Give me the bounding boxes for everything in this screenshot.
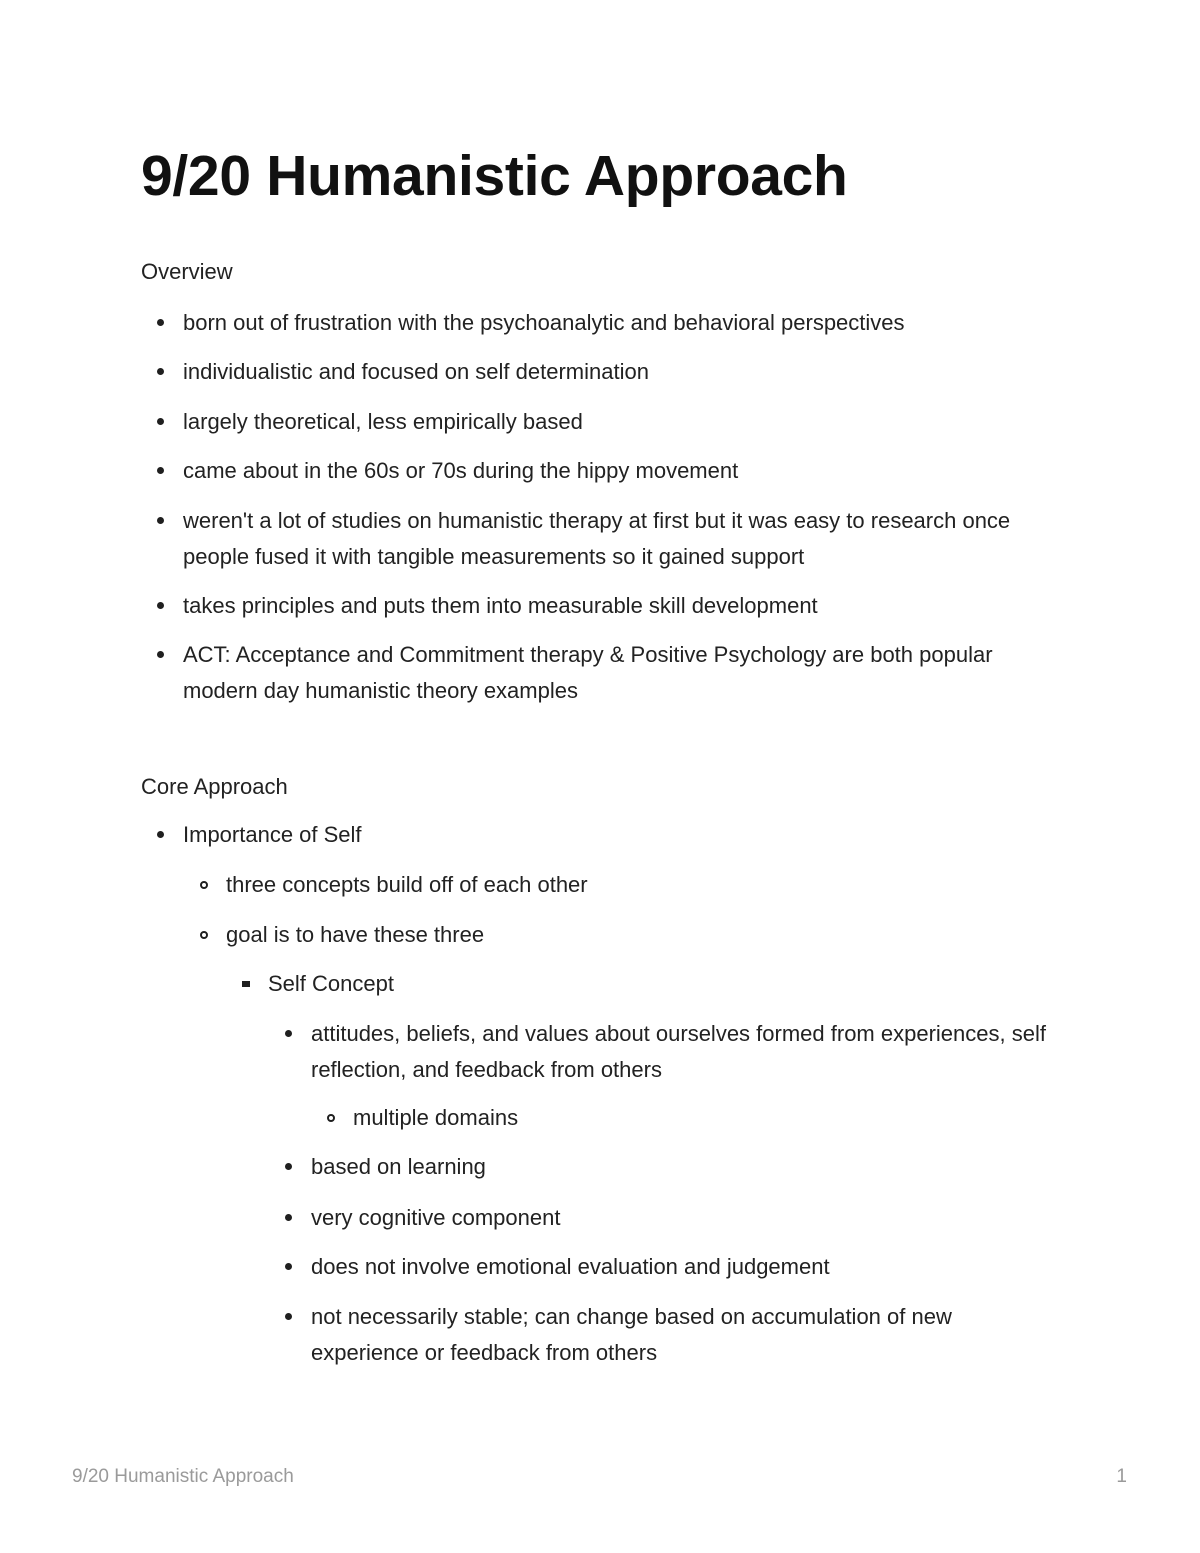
list-item — [311, 1249, 1071, 1285]
list-item-text: came about in the 60s or 70s during the hippy movement — [183, 458, 739, 483]
list-item — [183, 503, 1033, 575]
page-title: 9/20 Humanistic Approach — [141, 144, 848, 208]
disc-bullet-icon — [157, 467, 164, 474]
list-item-text: multiple domains — [353, 1105, 519, 1130]
disc-bullet-icon — [157, 418, 164, 425]
list-item-text: ACT: Acceptance and Commitment therapy & Positive Psychology are both popular modern day humanistic theory examples — [183, 642, 993, 703]
list-item — [183, 404, 1063, 440]
list-item — [226, 917, 1066, 953]
disc-bullet-icon — [157, 602, 164, 609]
disc-bullet-icon — [157, 831, 164, 838]
disc-bullet-icon — [285, 1263, 292, 1270]
list-item-text: takes principles and puts them into measurable skill development — [183, 593, 818, 618]
core-approach-heading: Core Approach — [141, 774, 288, 799]
list-item-text: goal is to have these three — [226, 922, 485, 947]
list-item — [183, 637, 1068, 709]
list-item — [226, 867, 1066, 903]
circle-bullet-icon — [200, 931, 208, 939]
list-item-text: largely theoretical, less empirically based — [183, 409, 583, 434]
disc-bullet-icon — [157, 319, 164, 326]
disc-bullet-icon — [157, 368, 164, 375]
list-item-text: Self Concept — [268, 971, 394, 996]
disc-bullet-icon — [285, 1163, 292, 1170]
list-item-text: not necessarily stable; can change based on accumulation of new experience or feedback from others — [311, 1304, 952, 1365]
list-item-text: very cognitive component — [311, 1205, 561, 1230]
list-item-text: based on learning — [311, 1154, 486, 1179]
list-item — [183, 354, 1063, 390]
list-item — [183, 817, 1063, 853]
list-item — [311, 1200, 1071, 1236]
square-bullet-icon — [242, 981, 250, 987]
footer-title: 9/20 Humanistic Approach — [72, 1466, 294, 1487]
disc-bullet-icon — [285, 1030, 292, 1037]
overview-heading: Overview — [141, 259, 233, 284]
list-item-text: Importance of Self — [183, 822, 362, 847]
list-item-text: individualistic and focused on self determination — [183, 359, 649, 384]
list-item-text: attitudes, beliefs, and values about ourselves formed from experiences, self reflection, and feedback from others — [311, 1021, 1046, 1082]
list-item-text: weren't a lot of studies on humanistic therapy at first but it was easy to research once people fused it with tangible measurements so it gained support — [183, 508, 1011, 569]
page-number: 1 — [1116, 1466, 1127, 1487]
list-item — [311, 1149, 1071, 1185]
disc-bullet-icon — [285, 1313, 292, 1320]
disc-bullet-icon — [285, 1214, 292, 1221]
list-item — [268, 966, 1068, 1002]
list-item — [183, 453, 1063, 489]
list-item-text: does not involve emotional evaluation and judgement — [311, 1254, 830, 1279]
circle-bullet-icon — [327, 1114, 335, 1122]
disc-bullet-icon — [157, 517, 164, 524]
list-item — [353, 1100, 1053, 1136]
list-item-text: born out of frustration with the psychoanalytic and behavioral perspectives — [183, 310, 905, 335]
list-item — [311, 1299, 1031, 1371]
list-item-text: three concepts build off of each other — [226, 872, 588, 897]
list-item — [311, 1016, 1071, 1088]
list-item — [183, 588, 1063, 624]
disc-bullet-icon — [157, 651, 164, 658]
circle-bullet-icon — [200, 881, 208, 889]
list-item — [183, 305, 1063, 341]
